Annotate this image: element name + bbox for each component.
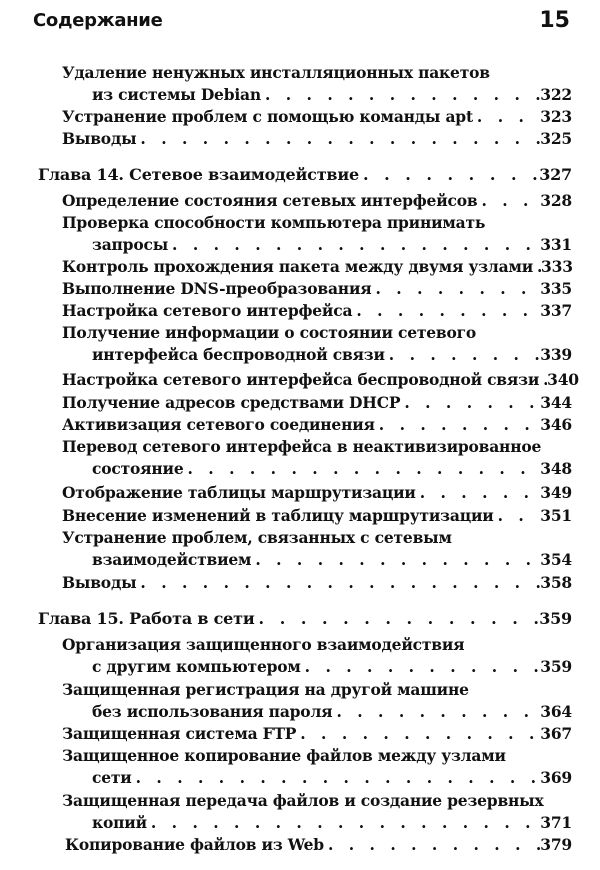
toc-entry-title: Копирование файлов из Web xyxy=(65,835,324,854)
dot-leader xyxy=(352,300,540,322)
toc-entry-page: 358 xyxy=(540,573,572,592)
toc-entry-title: копий xyxy=(92,813,147,832)
dot-leader xyxy=(301,656,541,678)
toc-entry xyxy=(62,300,572,322)
toc-entry-title: Выполнение DNS-преобразования xyxy=(62,279,372,298)
dot-leader xyxy=(477,190,540,212)
toc-entry-page: 349 xyxy=(540,483,572,502)
toc-entry-title: Организация защищенного взаимодействия xyxy=(62,635,465,654)
toc-entry xyxy=(65,834,572,856)
dot-leader xyxy=(136,128,540,150)
toc-entry xyxy=(62,62,572,106)
toc-entry-page: 337 xyxy=(540,301,572,320)
toc-entry-page: 354 xyxy=(540,550,572,569)
toc-entry-page: 331 xyxy=(540,235,572,254)
toc-chapter-entry xyxy=(38,608,572,630)
toc-entry-title: Устранение проблем с помощью команды apt xyxy=(62,107,473,126)
toc-entry-title: Получение информации о состоянии сетевого xyxy=(62,323,477,342)
dot-leader xyxy=(385,344,540,366)
toc-entry-title: Настройка сетевого интерфейса беспроводной связи xyxy=(62,370,540,389)
dot-leader xyxy=(359,164,539,186)
dot-leader xyxy=(324,834,540,856)
toc-entry xyxy=(62,212,572,256)
toc-entry-title: Отображение таблицы маршрутизации xyxy=(62,483,416,502)
toc-chapter-title: Глава 14. Сетевое взаимодействие xyxy=(38,165,359,184)
toc-entry-page: 344 xyxy=(540,393,572,412)
toc-entry-title: Устранение проблем, связанных с сетевым xyxy=(62,528,452,547)
toc-entry-title: Выводы xyxy=(62,573,137,592)
dot-leader xyxy=(372,278,541,300)
toc-entry-page: 335 xyxy=(540,279,572,298)
toc-entry-title: интерфейса беспроводной связи xyxy=(92,345,385,364)
toc-entry-title: без использования пароля xyxy=(92,702,333,721)
toc-entry-page: 325 xyxy=(540,129,572,148)
toc-entry xyxy=(62,106,572,128)
toc-entry xyxy=(62,505,572,527)
toc-entry-page: 379 xyxy=(540,835,572,854)
toc-entry-title: Защищенная передача файлов и создание резервных xyxy=(62,791,544,810)
toc-entry-title: из системы Debian xyxy=(92,85,261,104)
dot-leader xyxy=(539,369,547,391)
dot-leader xyxy=(416,482,541,504)
toc-entry xyxy=(62,436,572,480)
toc-entry xyxy=(62,482,572,504)
toc-entry-title: с другим компьютером xyxy=(92,657,301,676)
dot-leader xyxy=(494,505,541,527)
toc-entry xyxy=(62,256,572,278)
toc-entry-title: Защищенное копирование файлов между узлами xyxy=(62,746,506,765)
dot-leader xyxy=(332,701,540,723)
dot-leader xyxy=(473,106,540,128)
toc-entry xyxy=(62,190,572,212)
dot-leader xyxy=(132,767,541,789)
toc-entry-title: Контроль прохождения пакета между двумя узлами xyxy=(62,257,534,276)
page-header xyxy=(33,8,570,42)
toc-entry-page: 351 xyxy=(540,506,572,525)
toc-entry-page: 328 xyxy=(540,191,572,210)
toc-entry-page: 367 xyxy=(540,724,572,743)
toc-entry-page: 359 xyxy=(540,657,572,676)
toc-entry-title: Удаление ненужных инсталляционных пакетов xyxy=(62,63,490,82)
toc-entry xyxy=(62,634,572,678)
toc-entry-page: 371 xyxy=(540,813,572,832)
toc-entry-title: Определение состояния сетевых интерфейсов xyxy=(62,191,478,210)
toc-entry xyxy=(62,278,572,300)
dot-leader xyxy=(184,458,541,480)
toc-entry-title: взаимодействием xyxy=(92,550,252,569)
dot-leader xyxy=(136,572,540,594)
toc-entry-title: Активизация сетевого соединения xyxy=(62,415,375,434)
toc-entry-page: 348 xyxy=(540,459,572,478)
toc-entry xyxy=(62,527,572,571)
toc-entry xyxy=(62,572,572,594)
toc-entry-page: 346 xyxy=(540,415,572,434)
dot-leader xyxy=(533,256,541,278)
section-title: Содержание xyxy=(33,10,163,31)
page-number: 15 xyxy=(539,8,570,33)
toc-entry xyxy=(62,745,572,789)
toc-entry xyxy=(62,723,572,745)
toc-entry-title: сети xyxy=(92,768,132,787)
toc-entry-title: Проверка способности компьютера принимать xyxy=(62,213,486,232)
toc-entry-title: Выводы xyxy=(62,129,137,148)
toc-entry-page: 333 xyxy=(541,257,573,276)
dot-leader xyxy=(261,84,540,106)
dot-leader xyxy=(147,812,540,834)
toc-entry-page: 364 xyxy=(540,702,572,721)
toc-entry xyxy=(62,414,572,436)
dot-leader xyxy=(255,608,540,630)
toc-entry xyxy=(62,392,572,414)
toc-entry-page: 339 xyxy=(540,345,572,364)
toc-entry xyxy=(62,790,572,834)
toc-chapter-entry xyxy=(38,164,572,186)
dot-leader xyxy=(375,414,540,436)
toc-entry-page: 369 xyxy=(540,768,572,787)
toc-entry-page: 323 xyxy=(540,107,572,126)
toc-entry-title: Защищенная регистрация на другой машине xyxy=(62,680,469,699)
toc-entry xyxy=(62,369,579,391)
toc-chapter-title: Глава 15. Работа в сети xyxy=(38,609,255,628)
toc-entry-title: состояние xyxy=(92,459,184,478)
dot-leader xyxy=(296,723,540,745)
dot-leader xyxy=(168,234,540,256)
toc-entry-page: 322 xyxy=(540,85,572,104)
dot-leader xyxy=(251,549,540,571)
toc-entry xyxy=(62,679,572,723)
toc-entry xyxy=(62,322,572,366)
toc-entry-title: Внесение изменений в таблицу маршрутизации xyxy=(62,506,494,525)
toc-entry-title: запросы xyxy=(92,235,169,254)
toc-entry-title: Перевод сетевого интерфейса в неактивизированное xyxy=(62,437,542,456)
toc-entry-page: 327 xyxy=(539,165,572,184)
toc-entry-title: Настройка сетевого интерфейса xyxy=(62,301,353,320)
dot-leader xyxy=(400,392,540,414)
toc-entry-title: Защищенная система FTP xyxy=(62,724,297,743)
toc-entry-page: 359 xyxy=(539,609,572,628)
toc-entry-title: Получение адресов средствами DHCP xyxy=(62,393,401,412)
toc-entry-page: 340 xyxy=(547,370,579,389)
toc-entry xyxy=(62,128,572,150)
